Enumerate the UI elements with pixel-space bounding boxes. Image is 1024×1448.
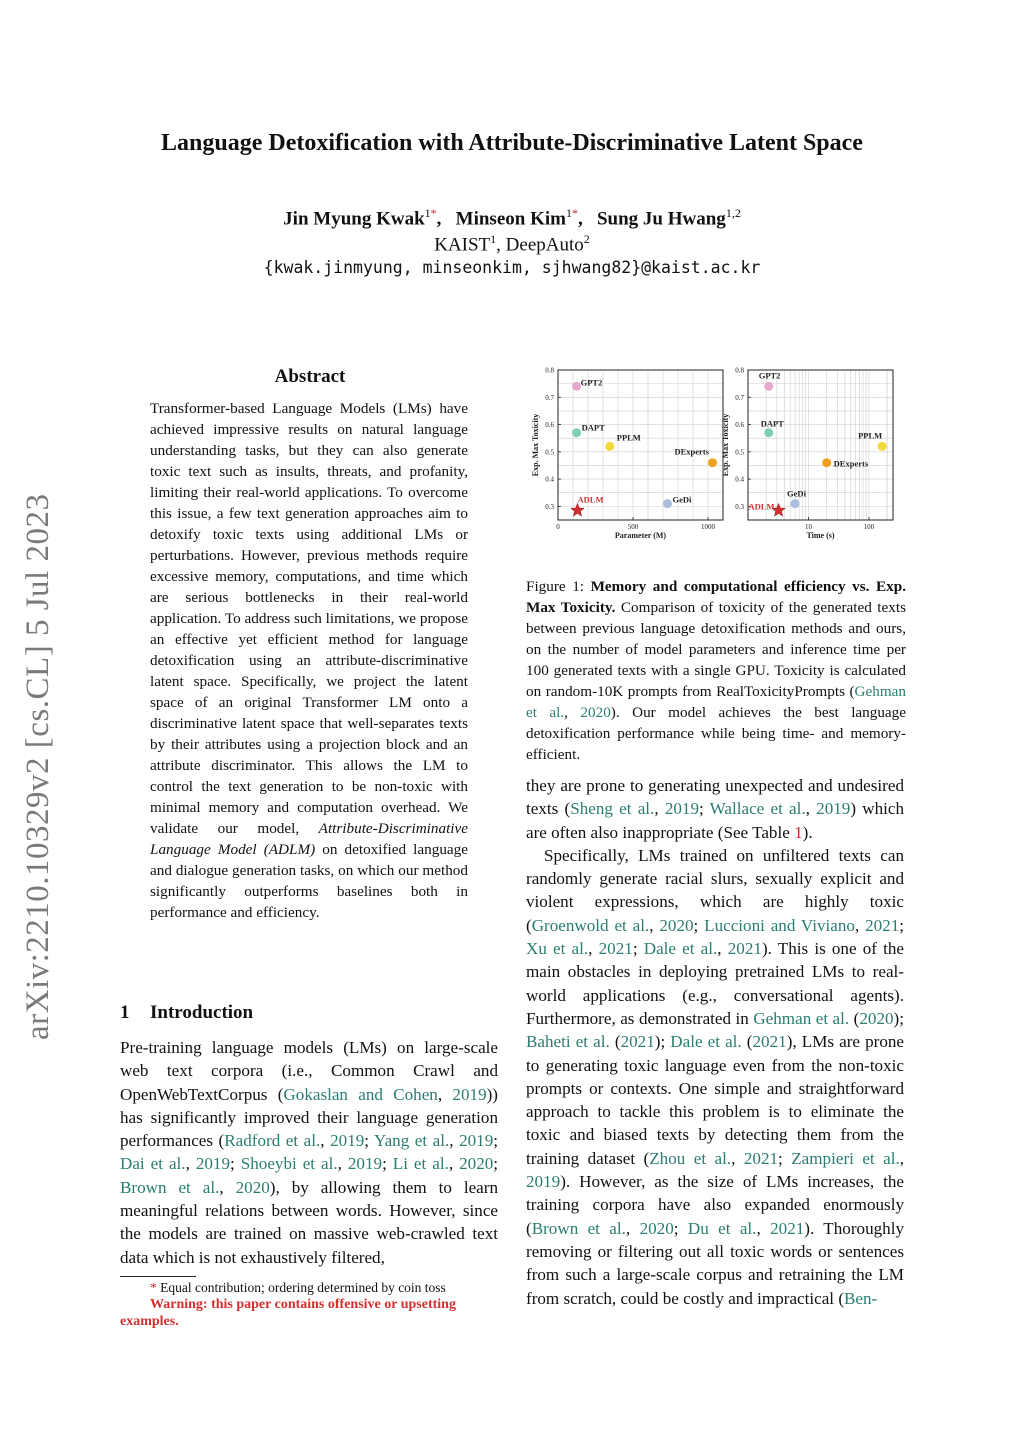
body-text: , [320, 1131, 331, 1151]
citation-link[interactable]: 2021 [770, 1218, 805, 1238]
abstract-text: on detoxified language and dialogue generation tasks, on which our method significantly outperforms baselines both in performance and efficiency. [150, 841, 468, 921]
abstract-heading: Abstract [274, 366, 346, 387]
citation-link[interactable]: 2019 [816, 799, 851, 819]
citation-link[interactable]: 2021 [727, 939, 762, 959]
data-point [572, 428, 581, 437]
y-tick-label: 0.4 [545, 475, 554, 484]
abstract-text: Transformer-based Language Models (LMs) have achieved impressive results on natural language understanding tasks, but they can also generate toxic text such as insults, threats, and profanity, limiting their real-world applications. To overcome this issue, a few text generation approaches aim to detoxify toxic texts using additional LMs or perturbations. However, previous methods require excessive memory, computations, and time which are serious bottlenecks in their real-world application. To address such limitations, we propose an effective yet efficient method for language detoxification using an attribute-discriminative latent space. Specifically, we project the latent space of an original Transformer LM onto a discriminative latent space that well-separates texts by their attributes using a projection block and an attribute discriminator. This allows the LM to control the text generation to be non-toxic with minimal memory and computation overhead. We validate our model, [150, 400, 468, 837]
citation-link[interactable]: 2019 [330, 1131, 365, 1151]
data-point-label: GeDi [672, 494, 692, 505]
footnote-text: Equal contribution; ordering determined by coin toss [156, 1280, 446, 1295]
author-name: Jin Myung Kwak [283, 208, 425, 230]
body-text: they are prone to generating unexpected and undesired texts ( [526, 776, 904, 819]
citation-link[interactable]: Du et al. [687, 1218, 757, 1238]
data-point [791, 499, 800, 508]
body-text: ), by allowing them to learn meaningful relations between words. However, since the models are trained on massive web-crawled text data which is not exhaustively filtered, [120, 1177, 499, 1267]
citation-link[interactable]: Xu et al. [526, 939, 589, 959]
citation-link[interactable]: 2020 [859, 1008, 894, 1028]
body-text: , [805, 799, 817, 819]
citation-link[interactable]: Dai et al. [120, 1154, 186, 1174]
y-tick-label: 0.3 [735, 502, 744, 511]
footnote-divider [120, 1276, 196, 1277]
citation-link[interactable]: Ben- [844, 1288, 878, 1308]
x-axis-label: Parameter (M) [614, 531, 667, 540]
citation-link[interactable]: Wallace et al. [709, 799, 806, 819]
data-point-label: DAPT [760, 418, 784, 429]
citation-link[interactable]: 2021 [752, 1032, 787, 1052]
data-point-label: DAPT [581, 422, 605, 433]
body-text: , [219, 1177, 236, 1197]
author-affil-sup: 1,2 [725, 206, 741, 220]
citation-link[interactable]: Zampieri et al. [791, 1148, 900, 1168]
data-point [708, 458, 717, 467]
body-text: , [756, 1218, 771, 1238]
data-point-label: GPT2 [580, 377, 603, 388]
citation-link[interactable]: 2020 [659, 915, 694, 935]
citation-link[interactable]: Gehman et al. [753, 1008, 850, 1028]
citation-link[interactable]: Gokaslan and Cohen [283, 1084, 438, 1104]
citation-link[interactable]: 2020 [235, 1177, 270, 1197]
data-point-label: DExperts [674, 446, 709, 457]
body-text: , [448, 1154, 460, 1174]
chart-parameter-vs-toxicity [531, 367, 723, 541]
citation-link[interactable]: Brown et al. [531, 1218, 626, 1238]
footnote-mark: * [150, 1280, 157, 1295]
paper-title: Language Detoxification with Attribute-Discriminative Latent Space [161, 130, 863, 156]
data-point [605, 442, 614, 451]
citation-link[interactable]: 2021 [620, 1032, 655, 1052]
y-tick-label: 0.8 [735, 366, 744, 375]
body-text: Pre-training language models (LMs) on large-scale web text corpora (i.e., Common Crawl and OpenWebTextCorpus ( [120, 1038, 498, 1104]
section-number: 1 [120, 1002, 130, 1023]
citation-link[interactable]: Zhou et al. [649, 1148, 732, 1168]
y-tick-label: 0.6 [735, 421, 744, 430]
body-text: ; [493, 1131, 499, 1151]
x-tick-label: 100 [863, 523, 875, 531]
data-point [822, 458, 831, 467]
body-text: )) has significantly improved their language generation performances ( [120, 1084, 498, 1151]
data-point-label: PPLM [616, 432, 641, 443]
citation-link[interactable]: 2020 [580, 704, 611, 721]
citation-link[interactable]: Li et al. [392, 1154, 449, 1174]
author-list: Jin Myung Kwak$^{1*}$, Minseon Kim$^{1*}$, Sung Ju Hwang$^{1,2}$ [283, 206, 741, 230]
affiliation-sup: 1 [490, 232, 497, 246]
body-text: , [588, 939, 599, 959]
citation-link[interactable]: Radford et al. [224, 1131, 321, 1151]
citation-link[interactable]: 2020 [639, 1218, 674, 1238]
y-tick-label: 0.6 [545, 421, 554, 430]
body-text: ; [632, 939, 644, 959]
body-text: , [731, 1148, 744, 1168]
body-text: ; [382, 1154, 393, 1174]
section-title: Introduction [150, 1002, 254, 1023]
body-text: , [854, 915, 866, 935]
citation-link[interactable]: Brown et al. [120, 1177, 220, 1197]
affiliation-kaist: KAIST [434, 234, 491, 256]
y-tick-label: 0.7 [735, 393, 744, 402]
caption-text: , [564, 704, 581, 721]
caption-title: Memory and computational efficiency vs. Exp. Max Toxicity. [526, 578, 906, 616]
citation-link[interactable]: 2019 [347, 1154, 383, 1174]
data-point-label: GeDi [787, 488, 806, 499]
introduction-body-continued [526, 774, 904, 1310]
citation-link[interactable]: 2020 [459, 1154, 494, 1174]
body-text: , [899, 1148, 904, 1168]
body-text: ; [230, 1154, 241, 1174]
y-tick-label: 0.5 [735, 448, 744, 457]
caption-text: Comparison of toxicity of the generated texts between previous language detoxification methods and ours, on the number of model parameters and inference time per 100 generated texts with a single GPU. Toxicity is calculated on random-10K prompts from RealToxicityPrompts ( [526, 599, 906, 700]
body-text: ; [493, 1154, 499, 1174]
body-text: ), LMs are prone to generating toxic language even from the non-toxic prompts or contexts. One simple and straightforward approach to tackle this problem is to eliminate the toxic and biased texts by detecting them from the training dataset ( [526, 1032, 905, 1168]
footnote-equal-contribution [150, 1280, 446, 1296]
citation-link[interactable]: Dale et al. [670, 1032, 742, 1052]
citation-link[interactable]: Shoeybi et al. [240, 1154, 338, 1174]
y-tick-label: 0.7 [545, 393, 554, 402]
abstract-body [150, 398, 468, 923]
body-text: ( [741, 1032, 753, 1052]
body-text: ). [802, 822, 813, 842]
citation-link[interactable]: Groenwold et al. [531, 915, 650, 935]
y-axis-label: Exp. Max Toxicity [531, 413, 540, 477]
body-text: , [449, 1131, 460, 1151]
table-reference-link[interactable]: 1 [794, 822, 803, 842]
equal-contribution-mark[interactable]: * [571, 206, 578, 220]
citation-link[interactable]: Sheng et al. [570, 799, 655, 819]
body-text: , [717, 939, 728, 959]
body-text: ( [849, 1008, 860, 1028]
y-tick-label: 0.5 [545, 448, 554, 457]
body-text: ). Thoroughly removing or filtering out all toxic words or sentences from such a large-scale corpus and retraining the LM from scratch, could be costly and impractical ( [526, 1218, 905, 1308]
data-point-label: GPT2 [758, 370, 781, 381]
y-tick-label: 0.8 [545, 366, 554, 375]
affiliations: KAIST$^1$, DeepAuto$^2$ [434, 232, 590, 256]
data-point-label: ADLM [748, 501, 775, 512]
body-text: ) which are often also inappropriate (See Table [526, 799, 905, 842]
body-text: ); [654, 1032, 671, 1052]
citation-link[interactable]: 2021 [743, 1148, 779, 1168]
data-point [663, 499, 672, 508]
body-text: ; [364, 1131, 374, 1151]
body-text: ; [699, 799, 710, 819]
x-tick-label: 500 [627, 523, 639, 531]
body-text: , [185, 1154, 196, 1174]
x-tick-label: 10 [804, 523, 812, 531]
body-text: ( [609, 1032, 621, 1052]
citation-link[interactable]: 2019 [195, 1154, 230, 1174]
section-heading-introduction [120, 1002, 253, 1024]
data-point-label: PPLM [858, 430, 883, 441]
citation-link[interactable]: 2021 [598, 939, 633, 959]
caption-text: ). Our model achieves the best language detoxification performance while being time- and memory- efficient. [526, 704, 907, 763]
paragraph [526, 844, 904, 1310]
x-tick-label: 1000 [701, 523, 715, 531]
author-emails: {kwak.jinmyung, minseonkim, sjhwang82}@kaist.ac.kr [263, 258, 761, 277]
citation-link[interactable]: Baheti et al. [526, 1032, 610, 1052]
body-text: , [437, 1084, 453, 1104]
body-text: ). This is one of the main obstacles in deploying pretrained LMs to real-world applications (e.g., conversational agents). Furthermore, as demonstrated in [526, 939, 905, 1028]
body-text: , [654, 799, 665, 819]
figure-1-charts [526, 362, 906, 552]
y-tick-label: 0.4 [735, 475, 744, 484]
data-point [878, 442, 887, 451]
data-point-label: ADLM [577, 494, 604, 505]
citation-link[interactable]: Gehman et al. [526, 683, 906, 721]
citation-link[interactable]: 2019 [452, 1084, 487, 1104]
arxiv-identifier: arXiv:2210.10329v2 [cs.CL] 5 Jul 2023 [20, 493, 56, 1040]
x-axis-label: Time (s) [806, 531, 835, 540]
author-affil-sup: 1 [565, 206, 572, 220]
data-point [764, 428, 773, 437]
plot-frame [748, 370, 893, 520]
body-text: , [337, 1154, 348, 1174]
equal-contribution-mark[interactable]: * [430, 206, 437, 220]
author-affil-sup: 1 [424, 206, 431, 220]
author-name: Minseon Kim [455, 208, 566, 230]
affiliation-sup: 2 [583, 232, 590, 246]
citation-link[interactable]: 2021 [865, 915, 900, 935]
footnote-warning: Warning: this paper contains offensive or upsetting examples. [120, 1297, 456, 1329]
citation-link[interactable]: 2019 [664, 799, 699, 819]
citation-link[interactable]: Yang et al. [373, 1131, 450, 1151]
body-text: , [649, 915, 660, 935]
body-text: ; [673, 1218, 688, 1238]
chart-time-vs-toxicity [721, 367, 893, 541]
affiliation-deepauto: DeepAuto [505, 234, 584, 256]
body-text: ; [899, 915, 905, 935]
y-axis-label: Exp. Max Toxicity [721, 413, 730, 477]
y-tick-label: 0.3 [545, 502, 554, 511]
x-tick-label: 0 [556, 523, 560, 531]
paragraph [526, 774, 904, 844]
body-text: Specifically, LMs trained on unfiltered texts can randomly generate racial slurs, sexually explicit and violent expressions, which are highly toxic ( [526, 845, 904, 935]
author-name: Sung Ju Hwang [596, 208, 726, 230]
body-text: ); [893, 1008, 904, 1028]
model-name: Attribute-Discriminative Language Model (ADLM) [150, 820, 468, 858]
body-text: ; [693, 915, 705, 935]
body-text: ; [778, 1148, 792, 1168]
introduction-body [120, 1036, 498, 1269]
citation-link[interactable]: Dale et al. [643, 939, 718, 959]
citation-link[interactable]: Luccioni and Viviano [704, 915, 855, 935]
caption-label: Figure 1: [526, 578, 591, 595]
figure-1-caption [526, 576, 906, 765]
data-point-label: DExperts [833, 458, 869, 469]
citation-link[interactable]: 2019 [526, 1172, 561, 1192]
data-point [764, 382, 773, 391]
citation-link[interactable]: 2019 [459, 1131, 494, 1151]
body-text: , [625, 1218, 640, 1238]
body-text: ). However, as the size of LMs increases, the training corpora have also expanded enormously ( [526, 1172, 904, 1238]
